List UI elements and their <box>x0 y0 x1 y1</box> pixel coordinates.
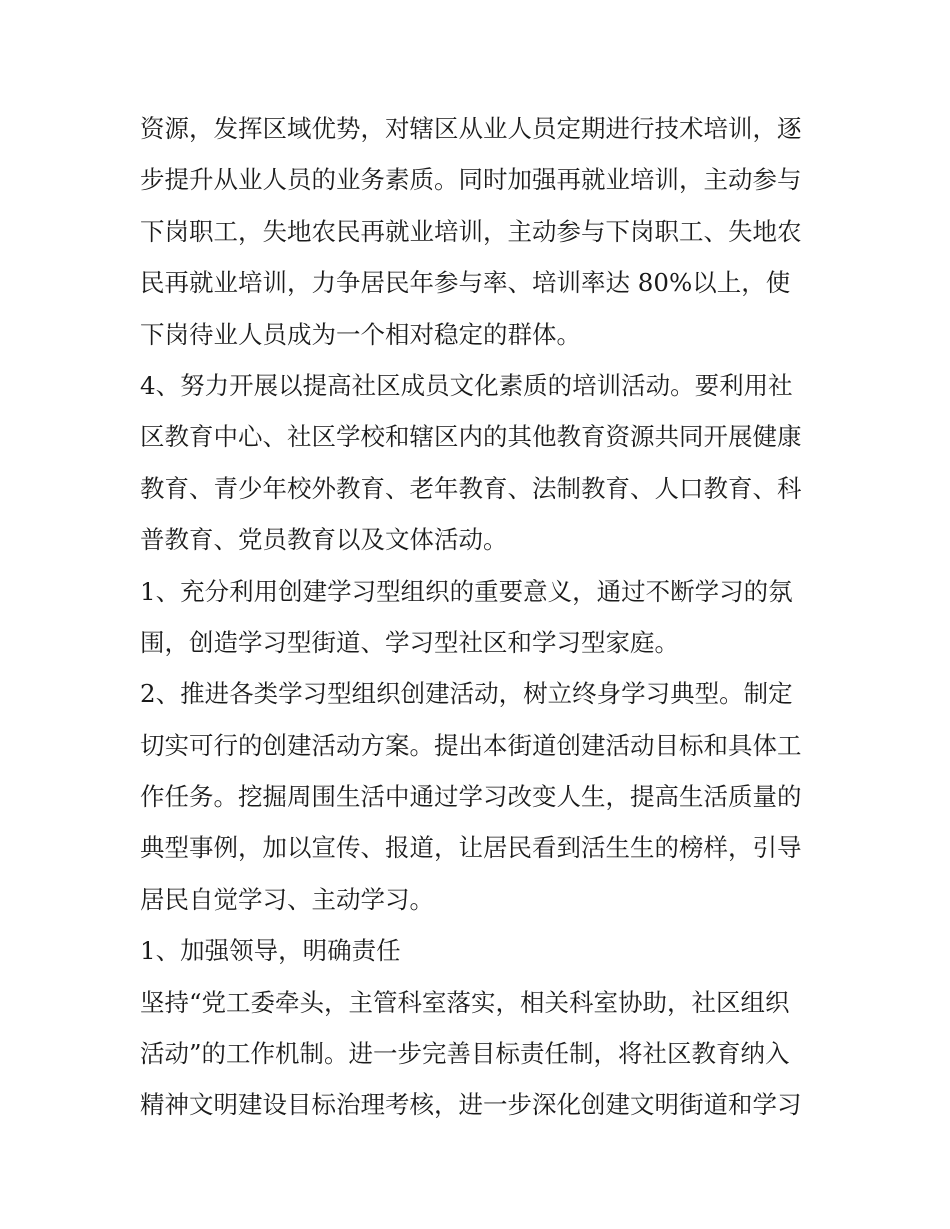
text-line: 普教育、党员教育以及文体活动。 <box>140 525 508 555</box>
text-line: 下岗职工，失地农民再就业培训，主动参与下岗职工、失地农 <box>140 216 802 246</box>
text-line: 资源，发挥区域优势，对辖区从业人员定期进行技术培训，逐 <box>140 114 802 143</box>
text-line: 下岗待业人员成为一个相对稳定的群体。 <box>140 319 581 349</box>
text-line: 1、充分利用创建学习型组织的重要意义，通过不断学习的氛 <box>140 576 793 606</box>
text-line: 区教育中心、社区学校和辖区内的其他教育资源共同开展健康 <box>140 422 802 452</box>
text-line: 精神文明建设目标治理考核，进一步深化创建文明街道和学习 <box>140 1090 802 1120</box>
text-line: 2、推进各类学习型组织创建活动，树立终身学习典型。制定 <box>140 679 793 709</box>
text-line: 作任务。挖掘周围生活中通过学习改变人生，提高生活质量的 <box>140 782 802 812</box>
text-line: 坚持“党工委牵头，主管科室落实，相关科室协助，社区组织 <box>140 987 790 1017</box>
text-line: 活动”的工作机制。进一步完善目标责任制，将社区教育纳入 <box>140 1039 790 1069</box>
text-line: 4、努力开展以提高社区成员文化素质的培训活动。要利用社 <box>140 370 793 400</box>
section-heading: 1、加强领导，明确责任 <box>140 936 401 966</box>
text-line: 教育、青少年校外教育、老年教育、法制教育、人口教育、科 <box>140 473 802 503</box>
text-line: 围，创造学习型街道、学习型社区和学习型家庭。 <box>140 627 679 657</box>
text-line: 居民自觉学习、主动学习。 <box>140 884 434 914</box>
text-line: 典型事例，加以宣传、报道，让居民看到活生生的榜样，引导 <box>140 833 802 863</box>
text-line: 切实可行的创建活动方案。提出本街道创建活动目标和具体工 <box>140 730 802 760</box>
text-line: 步提升从业人员的业务素质。同时加强再就业培训，主动参与 <box>140 165 802 195</box>
text-line: 民再就业培训，力争居民年参与率、培训率达 80%以上，使 <box>140 268 791 298</box>
document-body <box>140 103 812 1131</box>
